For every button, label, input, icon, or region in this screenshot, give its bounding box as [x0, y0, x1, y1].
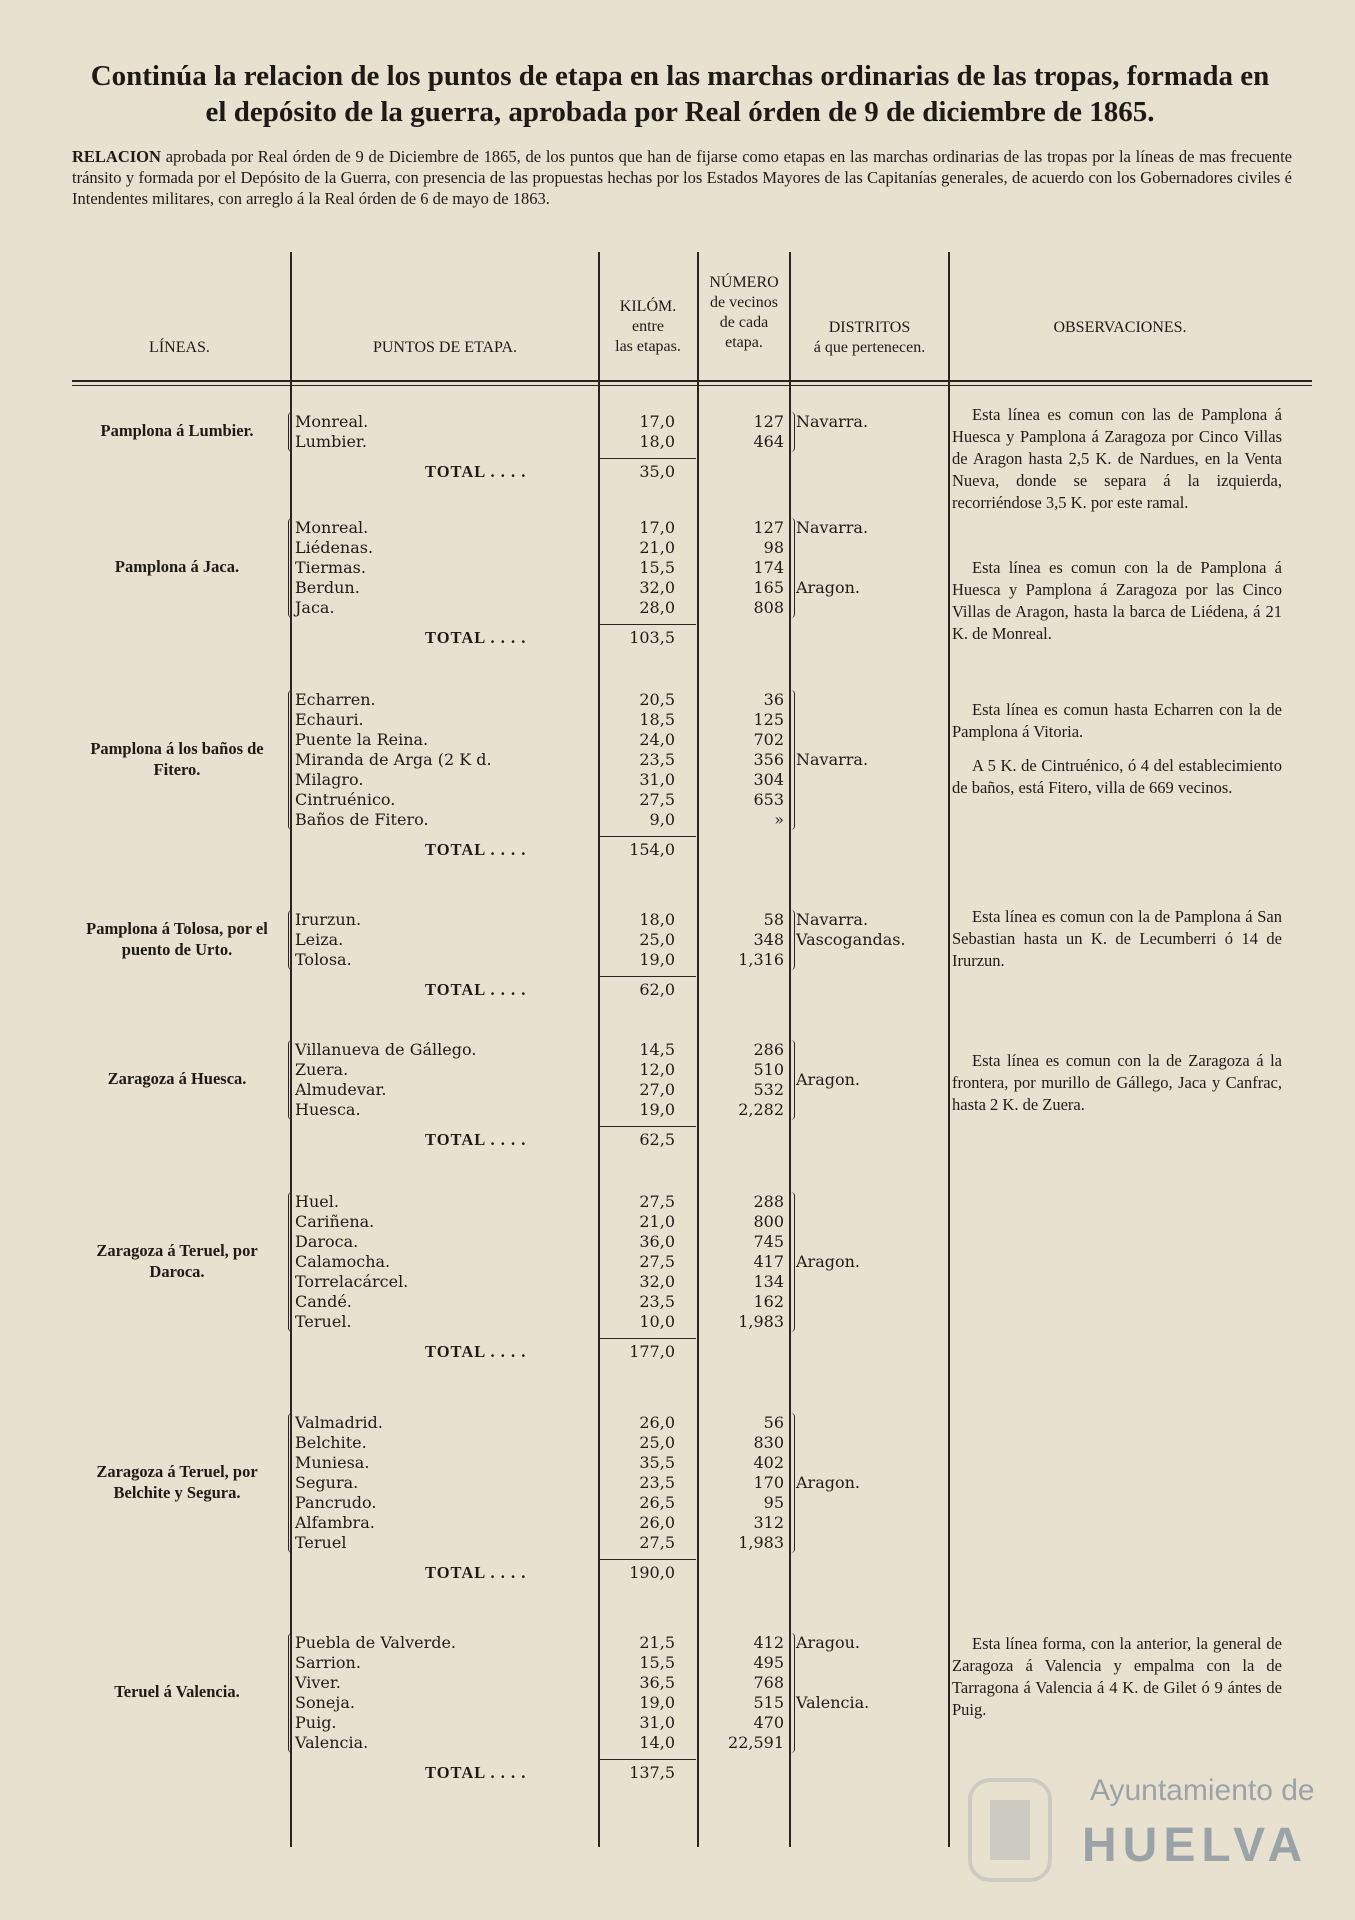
stop-vecinos: 127	[753, 412, 784, 431]
stop-km: 15,5	[639, 1653, 675, 1672]
stop-vecinos: 510	[753, 1060, 784, 1079]
stop-km: 23,5	[639, 1473, 675, 1492]
stop-km: 36,5	[639, 1673, 675, 1692]
stop-name: Huel.	[295, 1192, 339, 1211]
district-label: Navarra.	[796, 412, 869, 431]
stop-name: Milagro.	[295, 770, 364, 789]
stop-km: 32,0	[639, 1272, 675, 1291]
stop-name: Calamocha.	[295, 1252, 391, 1271]
district-brace	[789, 690, 795, 830]
stop-name: Soneja.	[295, 1693, 355, 1712]
stop-name: Jaca.	[295, 598, 335, 617]
stop-name: Tiermas.	[295, 558, 366, 577]
total-value: 62,0	[639, 980, 675, 999]
stop-vecinos: 288	[753, 1192, 784, 1211]
header-rule	[72, 385, 1312, 386]
stop-vecinos: 162	[753, 1292, 784, 1311]
stop-name: Puig.	[295, 1713, 337, 1732]
header-vecinos	[699, 273, 789, 353]
stops-brace	[288, 1633, 294, 1753]
stop-vecinos: 58	[763, 910, 784, 929]
header-dist-2: á que pertenecen.	[813, 339, 926, 356]
stop-vecinos: 125	[753, 710, 784, 729]
stop-name: Liédenas.	[295, 538, 374, 557]
stop-km: 17,0	[639, 412, 675, 431]
total-value: 62,5	[639, 1130, 675, 1149]
stop-vecinos: 2,282	[738, 1100, 784, 1119]
district-label: Aragou.	[796, 1633, 861, 1652]
stop-name: Zuera.	[295, 1060, 349, 1079]
line-name: Pamplona á los baños de Fitero.	[90, 739, 264, 779]
stop-km: 14,5	[639, 1040, 675, 1059]
district-brace	[789, 518, 795, 618]
stop-vecinos: 304	[753, 770, 784, 789]
total-rule	[600, 1338, 696, 1339]
stop-km: 26,5	[639, 1493, 675, 1512]
stop-name: Villanueva de Gállego.	[295, 1040, 477, 1059]
district-brace	[789, 1413, 795, 1553]
stop-km: 18,5	[639, 710, 675, 729]
line-name: Pamplona á Tolosa, por el puento de Urto.	[86, 919, 268, 959]
stop-km: 25,0	[639, 1433, 675, 1452]
header-observaciones: OBSERVACIONES.	[1053, 319, 1187, 336]
watermark-city-line: Ayuntamiento de	[1090, 1774, 1315, 1807]
stop-vecinos: 95	[763, 1493, 784, 1512]
total-label: TOTAL . . . .	[425, 1130, 527, 1149]
stop-vecinos: 170	[753, 1473, 784, 1492]
stop-vecinos: 356	[753, 750, 784, 769]
stops-brace	[288, 1040, 294, 1120]
observation	[952, 906, 1282, 984]
stop-vecinos: 402	[753, 1453, 784, 1472]
total-value: 35,0	[639, 462, 675, 481]
header-num-2: de vecinos	[710, 294, 778, 311]
stop-name: Teruel	[295, 1533, 347, 1552]
stop-vecinos: 515	[753, 1693, 784, 1712]
stop-km: 21,0	[639, 538, 675, 557]
watermark-name: HUELVA	[1082, 1819, 1309, 1872]
total-value: 177,0	[629, 1342, 675, 1361]
stop-km: 21,5	[639, 1633, 675, 1652]
total-rule	[600, 458, 696, 459]
stop-name: Sarrion.	[295, 1653, 361, 1672]
stop-vecinos: 22,591	[728, 1733, 784, 1752]
stop-km: 19,0	[639, 950, 675, 969]
total-rule	[600, 624, 696, 625]
total-rule	[600, 976, 696, 977]
header-kilometros	[600, 297, 696, 357]
stop-vecinos: 134	[753, 1272, 784, 1291]
line-name: Zaragoza á Huesca.	[107, 1069, 247, 1088]
stop-km: 31,0	[639, 770, 675, 789]
stop-name: Segura.	[295, 1473, 359, 1492]
district-brace	[789, 1192, 795, 1332]
header-km-3: las etapas.	[615, 338, 681, 355]
stop-name: Cintruénico.	[295, 790, 396, 809]
total-rule	[600, 1759, 696, 1760]
observation-paragraph: Esta línea es comun con la de Pamplona á San Sebastian hasta un K. de Lecumberri ó 14 de Irurzun.	[952, 907, 1282, 970]
total-value: 103,5	[629, 628, 675, 647]
stop-km: 36,0	[639, 1232, 675, 1251]
observation-paragraph: Esta línea es comun con las de Pamplona á Huesca y Pamplona á Zaragoza por Cinco Villas de Aragon hasta 2,5 K. de Nardues, en la Venta Nueva, donde se separa á la izquierda, recorriéndose 3,5 K. por este ramal.	[952, 405, 1282, 512]
stop-name: Candé.	[295, 1292, 352, 1311]
stop-vecinos: 98	[763, 538, 784, 557]
stop-vecinos: 464	[753, 432, 784, 451]
stop-km: 19,0	[639, 1100, 675, 1119]
stop-km: 35,5	[639, 1453, 675, 1472]
stop-name: Berdun.	[295, 578, 360, 597]
district-label: Aragon.	[796, 578, 861, 597]
stop-name: Echarren.	[295, 690, 376, 709]
stop-name: Lumbier.	[295, 432, 367, 451]
district-label: Vascogandas.	[796, 930, 906, 949]
total-label: TOTAL . . . .	[425, 980, 527, 999]
header-num-3: de cada	[719, 314, 769, 331]
observation	[952, 1633, 1282, 1733]
district-label: Valencia.	[796, 1693, 870, 1712]
stop-vecinos: 174	[753, 558, 784, 577]
total-rule	[600, 1126, 696, 1127]
observation-paragraph: Esta línea es comun con la de Zaragoza á la frontera, por murillo de Gállego, Jaca y Canfrac, hasta 2 K. de Zuera.	[952, 1051, 1282, 1114]
stop-km: 26,0	[639, 1513, 675, 1532]
total-rule	[600, 1559, 696, 1560]
header-puntos: PUNTOS DE ETAPA.	[372, 339, 518, 356]
header-lineas: LÍNEAS.	[149, 339, 210, 356]
stop-name: Daroca.	[295, 1232, 359, 1251]
observation-paragraph: Esta línea es comun hasta Echarren con la de Pamplona á Vitoria.	[952, 700, 1282, 741]
stop-km: 14,0	[639, 1733, 675, 1752]
stop-vecinos: 165	[753, 578, 784, 597]
district-label: Aragon.	[796, 1252, 861, 1271]
stop-name: Puente la Reina.	[295, 730, 429, 749]
district-label: Navarra.	[796, 518, 869, 537]
total-value: 137,5	[629, 1763, 675, 1782]
header-num-4: etapa.	[725, 334, 763, 351]
stop-vecinos: 286	[753, 1040, 784, 1059]
observation	[952, 557, 1282, 657]
stop-km: 23,5	[639, 1292, 675, 1311]
stop-name: Valencia.	[295, 1733, 369, 1752]
stop-km: 32,0	[639, 578, 675, 597]
stop-km: 27,5	[639, 1192, 675, 1211]
stop-name: Leiza.	[295, 930, 344, 949]
stop-name: Monreal.	[295, 518, 369, 537]
stop-km: 18,0	[639, 432, 675, 451]
header-dist-1: DISTRITOS	[828, 319, 911, 336]
total-value: 190,0	[629, 1563, 675, 1582]
total-label: TOTAL . . . .	[425, 628, 527, 647]
stop-km: 10,0	[639, 1312, 675, 1331]
stop-km: 27,0	[639, 1080, 675, 1099]
header-distritos	[791, 318, 948, 358]
total-label: TOTAL . . . .	[425, 1342, 527, 1361]
stop-km: 9,0	[649, 810, 675, 829]
stop-name: Belchite.	[295, 1433, 367, 1452]
stop-km: 24,0	[639, 730, 675, 749]
stop-km: 18,0	[639, 910, 675, 929]
stop-km: 20,5	[639, 690, 675, 709]
column-rule	[598, 252, 600, 1847]
stop-name: Pancrudo.	[295, 1493, 377, 1512]
stop-km: 31,0	[639, 1713, 675, 1732]
district-label: Navarra.	[796, 910, 869, 929]
header-km-2: entre	[632, 318, 664, 335]
stop-km: 21,0	[639, 1212, 675, 1231]
district-brace	[789, 1633, 795, 1753]
stop-vecinos: 36	[763, 690, 784, 709]
stop-name: Muniesa.	[295, 1453, 370, 1472]
stop-name: Echauri.	[295, 710, 364, 729]
stop-name: Torrelacárcel.	[295, 1272, 409, 1291]
stop-km: 27,5	[639, 1252, 675, 1271]
total-label: TOTAL . . . .	[425, 840, 527, 859]
stop-name: Cariñena.	[295, 1212, 375, 1231]
stop-name: Teruel.	[295, 1312, 352, 1331]
intro-paragraph	[72, 146, 1292, 209]
page-title	[60, 58, 1300, 130]
stops-brace	[288, 1192, 294, 1332]
stop-vecinos: 1,316	[738, 950, 784, 969]
stop-vecinos: 800	[753, 1212, 784, 1231]
watermark-crest-icon	[950, 1770, 1070, 1890]
stop-name: Puebla de Valverde.	[295, 1633, 457, 1652]
stop-km: 27,5	[639, 1533, 675, 1552]
stop-vecinos: 470	[753, 1713, 784, 1732]
stop-vecinos: 745	[753, 1232, 784, 1251]
district-brace	[789, 910, 795, 970]
district-label: Navarra.	[796, 750, 869, 769]
title-line-2: el depósito de la guerra, aprobada por Real órden de 9 de diciembre de 1865.	[205, 96, 1155, 128]
header-rule	[72, 380, 1312, 382]
column-rule	[948, 252, 950, 1847]
stop-km: 19,0	[639, 1693, 675, 1712]
stop-vecinos: 532	[753, 1080, 784, 1099]
total-label: TOTAL . . . .	[425, 462, 527, 481]
stops-brace	[288, 910, 294, 970]
stop-vecinos: 495	[753, 1653, 784, 1672]
stop-vecinos: 808	[753, 598, 784, 617]
stop-km: 23,5	[639, 750, 675, 769]
header-num-1: NÚMERO	[709, 274, 779, 291]
total-value: 154,0	[629, 840, 675, 859]
stop-vecinos: 653	[753, 790, 784, 809]
stop-name: Alfambra.	[295, 1513, 375, 1532]
stop-name: Monreal.	[295, 412, 369, 431]
stop-vecinos: 768	[753, 1673, 784, 1692]
stop-vecinos: 702	[753, 730, 784, 749]
intro-text: aprobada por Real órden de 9 de Diciembre de 1865, de los puntos que han de fijarse como etapas en las marchas ordinarias de las tropas por la líneas de mas frecuente tránsito y formada por el Depósito de la Guerra, con presencia de las propuestas hechas por los Estados Mayores de las Capitanías generales, de acuerdo con los Gobernadores civiles é Intendentes militares, con arreglo á la Real órden de 6 de mayo de 1863.	[72, 147, 1293, 208]
stop-km: 17,0	[639, 518, 675, 537]
title-line-1: Continúa la relacion de los puntos de etapa en las marchas ordinarias de las tropas, formada en	[90, 60, 1270, 92]
stop-vecinos: 417	[753, 1252, 784, 1271]
line-name: Zaragoza á Teruel, por Daroca.	[96, 1241, 258, 1281]
stop-km: 28,0	[639, 598, 675, 617]
stops-brace	[288, 412, 294, 452]
intro-lead: RELACION	[72, 147, 161, 166]
stops-brace	[288, 690, 294, 830]
district-label: Aragon.	[796, 1070, 861, 1089]
stop-vecinos: 1,983	[738, 1312, 784, 1331]
district-label: Aragon.	[796, 1473, 861, 1492]
total-rule	[600, 836, 696, 837]
stop-vecinos: 56	[763, 1413, 784, 1432]
line-name: Teruel á Valencia.	[114, 1682, 240, 1701]
stop-vecinos: 127	[753, 518, 784, 537]
stop-km: 26,0	[639, 1413, 675, 1432]
stop-name: Tolosa.	[295, 950, 352, 969]
stop-name: Almudevar.	[295, 1080, 387, 1099]
stop-name: Irurzun.	[295, 910, 362, 929]
line-name: Pamplona á Jaca.	[114, 557, 240, 576]
observation	[952, 1050, 1282, 1128]
observation-paragraph: Esta línea forma, con la anterior, la general de Zaragoza á Valencia y empalma con la de Tarragona á Valencia á 4 K. de Gilet ó 9 ántes de Puig.	[952, 1634, 1282, 1719]
line-name: Zaragoza á Teruel, por Belchite y Segura.	[96, 1462, 258, 1502]
stop-vecinos: 830	[753, 1433, 784, 1452]
stop-vecinos: »	[774, 810, 784, 829]
stop-name: Miranda de Arga (2 K d.	[295, 750, 492, 769]
total-label: TOTAL . . . .	[425, 1563, 527, 1582]
observation	[952, 699, 1282, 811]
line-name: Pamplona á Lumbier.	[100, 421, 254, 440]
stops-brace	[288, 1413, 294, 1553]
district-brace	[789, 412, 795, 452]
stop-vecinos: 348	[753, 930, 784, 949]
observation-paragraph: Esta línea es comun con la de Pamplona á Huesca y Pamplona á Zaragoza por las Cinco Villas de Aragon, hasta la barca de Liédena, á 21 K. de Monreal.	[952, 558, 1282, 643]
stop-name: Valmadrid.	[295, 1413, 383, 1432]
observation-paragraph: A 5 K. de Cintruénico, ó 4 del establecimiento de baños, está Fitero, villa de 669 vecinos.	[952, 756, 1282, 797]
stop-name: Baños de Fitero.	[295, 810, 429, 829]
total-label: TOTAL . . . .	[425, 1763, 527, 1782]
stops-brace	[288, 518, 294, 618]
stop-km: 15,5	[639, 558, 675, 577]
stop-vecinos: 412	[753, 1633, 784, 1652]
stop-km: 25,0	[639, 930, 675, 949]
stop-km: 27,5	[639, 790, 675, 809]
observation	[952, 404, 1282, 526]
stop-vecinos: 312	[753, 1513, 784, 1532]
column-rule	[697, 252, 699, 1847]
stop-name: Viver.	[295, 1673, 341, 1692]
stop-km: 12,0	[639, 1060, 675, 1079]
district-brace	[789, 1040, 795, 1120]
header-km-1: KILÓM.	[619, 298, 677, 315]
stop-vecinos: 1,983	[738, 1533, 784, 1552]
stop-name: Huesca.	[295, 1100, 361, 1119]
